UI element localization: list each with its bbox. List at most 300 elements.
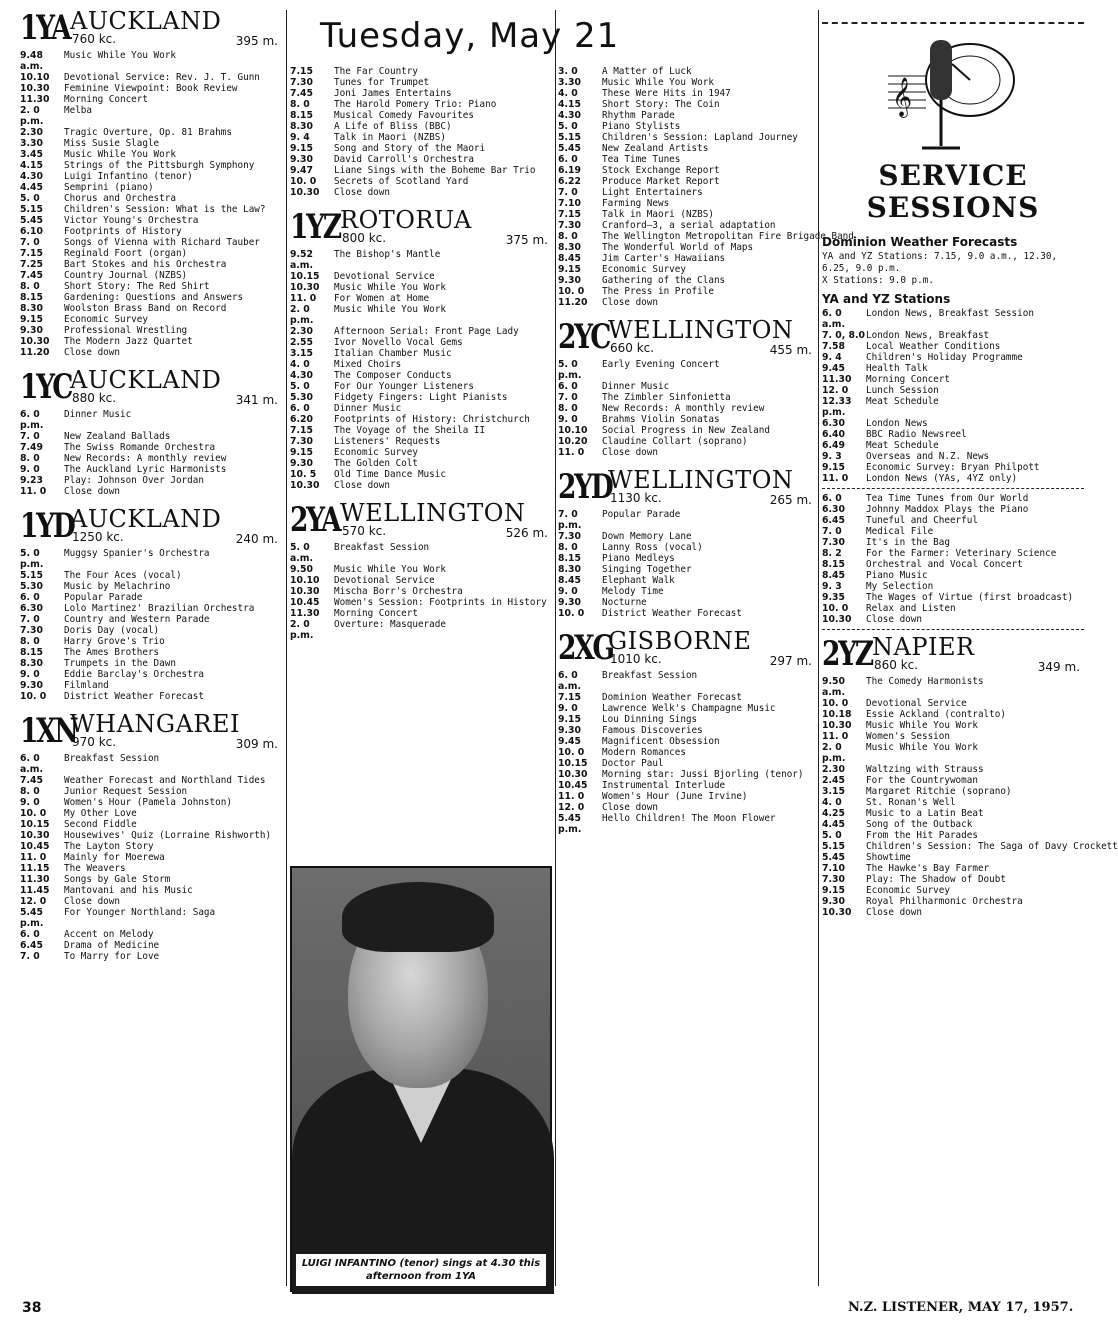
schedule-time: 9.23 — [20, 475, 43, 486]
schedule-item — [558, 692, 816, 703]
schedule-item — [20, 50, 282, 72]
schedule-item — [20, 259, 282, 270]
schedule-time: 10.30 — [290, 586, 320, 597]
schedule-programme: Margaret Ritchie (soprano) — [866, 786, 1012, 797]
schedule-time: 4.25 — [822, 808, 845, 819]
schedule-programme: The Hawke's Bay Farmer — [866, 863, 990, 874]
schedule-item — [20, 786, 282, 797]
schedule-time: 2. 0 p.m. — [20, 105, 44, 127]
schedule-time: 8.30 — [20, 303, 43, 314]
schedule-time: 7.30 — [558, 220, 581, 231]
schedule-item — [822, 885, 1084, 896]
schedule-programme: Listeners' Requests — [334, 436, 441, 447]
schedule-programme: Lunch Session — [866, 385, 939, 396]
schedule-time: 9. 0 — [20, 669, 40, 680]
schedule-time: 7.30 — [290, 436, 313, 447]
schedule-time: 7.58 — [822, 341, 845, 352]
schedule-item — [20, 72, 282, 83]
schedule-programme: Afternoon Serial: Front Page Lady — [334, 326, 519, 337]
station-frequency: 970 kc. — [72, 735, 117, 749]
schedule-time: 11.30 — [20, 94, 50, 105]
schedule-item — [290, 392, 552, 403]
station-frequency: 800 kc. — [342, 231, 387, 245]
schedule-programme: For Our Younger Listeners — [334, 381, 474, 392]
schedule-time: 8. 0 — [20, 453, 40, 464]
station-2yd — [558, 467, 816, 619]
schedule-programme: District Weather Forecast — [64, 691, 204, 702]
photo-caption: LUIGI INFANTINO (tenor) sings at 4.30 this afternoon from 1YA — [296, 1254, 546, 1286]
schedule-time: 2. 0 p.m. — [290, 619, 314, 641]
schedule-time: 9. 0 — [558, 703, 578, 714]
schedule-item — [20, 409, 282, 431]
schedule-item — [558, 802, 816, 813]
station-1yz — [290, 207, 552, 491]
schedule-item — [20, 442, 282, 453]
schedule-programme: Doctor Paul — [602, 758, 664, 769]
schedule-time: 8.15 — [20, 292, 43, 303]
schedule-programme: The Weavers — [64, 863, 126, 874]
schedule-time: 6.49 — [822, 440, 845, 451]
schedule-programme: Mischa Borr's Orchestra — [334, 586, 463, 597]
schedule-item — [20, 680, 282, 691]
station-frequency: 1010 kc. — [610, 652, 662, 666]
schedule-item — [558, 597, 816, 608]
schedule-programme: Morning Concert — [64, 94, 148, 105]
schedule-programme: The Wonderful World of Maps — [602, 242, 754, 253]
schedule-item — [558, 297, 816, 308]
schedule-item — [290, 176, 552, 187]
schedule-item — [822, 341, 1084, 352]
schedule-item — [290, 575, 552, 586]
column-rule — [555, 10, 556, 1286]
schedule-programme: Nocturne — [602, 597, 647, 608]
schedule-time: 12. 0 — [558, 802, 585, 813]
schedule-item — [290, 110, 552, 121]
schedule-programme: Housewives' Quiz (Lorraine Rishworth) — [64, 830, 272, 841]
station-call-sign: 1YA — [20, 8, 70, 48]
schedule-item — [822, 493, 1084, 504]
schedule-time: 7. 0, 8.0 — [822, 330, 865, 341]
schedule-time: 10.45 — [20, 841, 50, 852]
schedule-time: 5. 0 — [290, 381, 310, 392]
schedule-item — [822, 429, 1084, 440]
schedule-programme: Luigi Infantino (tenor) — [64, 171, 193, 182]
schedule-programme: Showtime — [866, 852, 911, 863]
schedule-programme: Liane Sings with the Boheme Bar Trio — [334, 165, 536, 176]
station-frequency: 570 kc. — [342, 524, 387, 538]
schedule-programme: Trumpets in the Dawn — [64, 658, 176, 669]
schedule-programme: Economic Survey — [866, 885, 950, 896]
schedule-item — [558, 231, 854, 242]
station-header — [558, 467, 816, 507]
schedule-item — [822, 863, 1084, 874]
schedule-programme: New Records: A monthly review — [602, 403, 765, 414]
schedule-time: 9. 3 — [822, 451, 842, 462]
schedule-time: 6.30 — [822, 504, 845, 515]
schedule-item — [20, 874, 282, 885]
schedule-programme: Children's Holiday Programme — [866, 352, 1023, 363]
schedule-time: 4. 0 — [558, 88, 578, 99]
schedule-item — [822, 537, 1084, 548]
schedule-time: 8.15 — [20, 647, 43, 658]
schedule-item — [20, 753, 282, 775]
schedule-programme: Lawrence Welk's Champagne Music — [602, 703, 776, 714]
schedule-time: 8. 0 — [20, 636, 40, 647]
schedule-item — [290, 187, 552, 198]
schedule-item — [558, 381, 816, 392]
schedule-item — [822, 548, 1084, 559]
portrait-photo — [290, 866, 552, 1292]
schedule-item — [290, 121, 552, 132]
schedule-item — [20, 592, 282, 603]
schedule-item — [290, 403, 552, 414]
schedule-time: 11. 0 — [822, 731, 849, 742]
schedule-item — [20, 658, 282, 669]
schedule-programme: Lou Dinning Sings — [602, 714, 698, 725]
schedule-time: 9. 0 — [558, 414, 578, 425]
station-2xg — [558, 628, 816, 835]
schedule-programme: Down Memory Lane — [602, 531, 692, 542]
schedule-time: 9.15 — [290, 143, 313, 154]
schedule-programme: Reginald Foort (organ) — [64, 248, 188, 259]
station-wavelength: 265 m. — [769, 493, 812, 507]
schedule-time: 9.30 — [290, 458, 313, 469]
schedule-programme: The Composer Conducts — [334, 370, 452, 381]
schedule-time: 9.15 — [558, 714, 581, 725]
schedule-item — [822, 592, 1084, 603]
schedule-programme: Footprints of History: Christchurch — [334, 414, 530, 425]
schedule-time: 12. 0 — [822, 385, 849, 396]
schedule-item — [822, 797, 1084, 808]
schedule-time: 4.45 — [822, 819, 845, 830]
schedule-programme: Relax and Listen — [866, 603, 956, 614]
service-sessions-title: SERVICE SESSIONS — [866, 159, 1040, 224]
schedule-programme: Song and Story of the Maori — [334, 143, 486, 154]
schedule-time: 10.30 — [290, 282, 320, 293]
schedule-time: 7. 0 — [558, 187, 578, 198]
schedule-item — [20, 204, 282, 215]
schedule-item — [558, 253, 816, 264]
schedule-time: 6.40 — [822, 429, 845, 440]
schedule-item — [558, 176, 816, 187]
schedule-item — [822, 570, 1084, 581]
service-sessions-logo — [822, 22, 1084, 230]
station-header — [20, 506, 282, 546]
schedule-programme: Magnificent Obsession — [602, 736, 720, 747]
schedule-item — [822, 352, 1084, 363]
schedule-time: 7. 0 — [822, 526, 842, 537]
schedule-programme: Meat Schedule — [866, 440, 939, 451]
schedule-time: 5.45 p.m. — [558, 813, 582, 835]
schedule-programme: The Swiss Romande Orchestra — [64, 442, 216, 453]
schedule-time: 3.30 — [20, 138, 43, 149]
schedule-programme: Johnny Maddox Plays the Piano — [866, 504, 1029, 515]
schedule-item — [558, 403, 816, 414]
schedule-programme: Rhythm Parade — [602, 110, 675, 121]
schedule-time: 10. 0 — [558, 286, 585, 297]
schedule-programme: Cranford—3, a serial adaptation — [602, 220, 776, 231]
schedule-item — [20, 830, 282, 841]
schedule-time: 10.30 — [558, 769, 588, 780]
schedule-item — [822, 709, 1084, 720]
station-call-sign: 1YZ — [290, 207, 340, 247]
schedule-programme: St. Ronan's Well — [866, 797, 956, 808]
schedule-time: 6. 0 a.m. — [20, 753, 44, 775]
schedule-programme: Social Progress in New Zealand — [602, 425, 770, 436]
schedule-programme: The Wellington Metropolitan Fire Brigade Band — [602, 231, 854, 242]
column-2 — [290, 66, 552, 650]
schedule-programme: Drama of Medicine — [64, 940, 160, 951]
station-header — [20, 367, 282, 407]
schedule-time: 7.15 — [290, 66, 313, 77]
schedule-item — [20, 819, 282, 830]
schedule-programme: Brahms Violin Sonatas — [602, 414, 720, 425]
schedule-time: 10.30 — [20, 830, 50, 841]
schedule-time: 10. 0 — [822, 603, 849, 614]
schedule-time: 10.30 — [290, 187, 320, 198]
schedule-item — [822, 676, 1084, 698]
schedule-item — [20, 570, 282, 581]
schedule-programme: Country and Western Parade — [64, 614, 210, 625]
schedule-time: 8. 0 — [558, 231, 578, 242]
schedule-time: 9.30 — [558, 597, 581, 608]
schedule-time: 7. 0 — [20, 431, 40, 442]
schedule-time: 12. 0 — [20, 896, 47, 907]
schedule-time: 9.45 — [558, 736, 581, 747]
schedule-time: 9.30 — [822, 896, 845, 907]
station-schedule — [558, 509, 816, 619]
schedule-item — [290, 88, 552, 99]
schedule-programme: The Four Aces (vocal) — [64, 570, 182, 581]
schedule-item — [822, 396, 1084, 418]
schedule-programme: The Voyage of the Sheila II — [334, 425, 486, 436]
schedule-time: 9.30 — [20, 325, 43, 336]
schedule-item — [558, 436, 816, 447]
schedule-programme: The Modern Jazz Quartet — [64, 336, 193, 347]
station-header — [290, 207, 552, 247]
schedule-item — [558, 359, 816, 381]
schedule-item — [558, 242, 816, 253]
schedule-time: 5.15 — [20, 570, 43, 581]
station-header — [20, 711, 282, 751]
station-schedule — [20, 753, 282, 962]
schedule-time: 8.30 — [558, 242, 581, 253]
schedule-time: 7.45 — [20, 775, 43, 786]
schedule-programme: Close down — [334, 187, 390, 198]
schedule-programme: Devotional Service — [866, 698, 967, 709]
schedule-programme: Morning Concert — [866, 374, 950, 385]
schedule-time: 3.45 — [20, 149, 43, 160]
schedule-programme: These Were Hits in 1947 — [602, 88, 731, 99]
schedule-programme: Bart Stokes and his Orchestra — [64, 259, 227, 270]
schedule-programme: Tunes for Trumpet — [334, 77, 430, 88]
schedule-item — [558, 531, 816, 542]
schedule-time: 5.45 — [20, 215, 43, 226]
schedule-item — [290, 271, 552, 282]
schedule-programme: A Life of Bliss (BBC) — [334, 121, 452, 132]
schedule-time: 9.52 a.m. — [290, 249, 314, 271]
schedule-programme: Songs by Gale Storm — [64, 874, 171, 885]
schedule-time: 5.45 — [558, 143, 581, 154]
schedule-item — [290, 469, 552, 480]
schedule-time: 11.20 — [558, 297, 588, 308]
page-number: 38 — [22, 1300, 42, 1316]
station-schedule — [290, 66, 552, 198]
schedule-item — [822, 462, 1084, 473]
schedule-item — [822, 808, 1084, 819]
schedule-time: 8. 2 — [822, 548, 842, 559]
schedule-programme: Filmland — [64, 680, 109, 691]
schedule-item — [290, 564, 552, 575]
schedule-time: 6.45 — [822, 515, 845, 526]
schedule-programme: Piano Medleys — [602, 553, 675, 564]
schedule-programme: Strings of the Pittsburgh Symphony — [64, 160, 255, 171]
schedule-item — [20, 464, 282, 475]
station-schedule — [20, 409, 282, 497]
station-call-sign: 2XG — [558, 628, 613, 668]
schedule-item — [290, 337, 552, 348]
station-wavelength: 240 m. — [235, 532, 278, 546]
schedule-item — [20, 614, 282, 625]
station-header — [558, 628, 816, 668]
schedule-programme: Health Talk — [866, 363, 928, 374]
station-city: ROTORUA — [340, 206, 472, 234]
station-schedule — [558, 670, 816, 835]
station-schedule — [20, 50, 282, 358]
schedule-time: 8. 0 — [20, 281, 40, 292]
schedule-programme: Play: The Shadow of Doubt — [866, 874, 1006, 885]
schedule-time: 10.30 — [822, 907, 852, 918]
schedule-item — [822, 603, 1084, 614]
station-continuation — [558, 66, 854, 308]
schedule-time: 10.30 — [20, 336, 50, 347]
schedule-item — [558, 414, 816, 425]
schedule-item — [290, 359, 552, 370]
schedule-time: 9. 0 — [20, 464, 40, 475]
station-city: AUCKLAND — [70, 366, 222, 394]
schedule-programme: Royal Philharmonic Orchestra — [866, 896, 1023, 907]
schedule-time: 5.45 p.m. — [20, 907, 44, 929]
schedule-time: 3. 0 — [558, 66, 578, 77]
schedule-programme: The Zimbler Sinfonietta — [602, 392, 731, 403]
schedule-programme: Second Fiddle — [64, 819, 137, 830]
schedule-time: 5.30 — [290, 392, 313, 403]
schedule-programme: For Younger Northland: Saga — [64, 907, 216, 918]
schedule-programme: Music to a Latin Beat — [866, 808, 984, 819]
schedule-item — [290, 282, 552, 293]
schedule-time: 7.30 — [822, 537, 845, 548]
schedule-time: 8. 0 — [558, 542, 578, 553]
schedule-programme: The Bishop's Mantle — [334, 249, 441, 260]
schedule-programme: The Auckland Lyric Harmonists — [64, 464, 227, 475]
station-wavelength: 375 m. — [505, 233, 548, 247]
schedule-time: 7. 0 — [20, 951, 40, 962]
schedule-item — [822, 819, 1084, 830]
schedule-time: 8.15 — [558, 553, 581, 564]
station-schedule — [558, 66, 854, 308]
station-header — [822, 634, 1084, 674]
schedule-time: 9.45 — [822, 363, 845, 374]
schedule-time: 8. 0 — [558, 403, 578, 414]
schedule-time: 7.30 — [822, 874, 845, 885]
service-schedule-evening — [822, 493, 1084, 625]
schedule-time: 11. 0 — [20, 486, 47, 497]
schedule-item — [558, 725, 816, 736]
schedule-programme: Children's Session: What is the Law? — [64, 204, 266, 215]
schedule-time: 10. 0 — [822, 698, 849, 709]
schedule-time: 12.33 p.m. — [822, 396, 852, 418]
schedule-item — [822, 526, 1084, 537]
schedule-item — [20, 581, 282, 592]
station-call-sign: 1YD — [20, 506, 74, 546]
schedule-time: 9. 0 — [20, 797, 40, 808]
schedule-programme: London News — [866, 418, 928, 429]
schedule-time: 8.15 — [822, 559, 845, 570]
schedule-time: 2. 0 p.m. — [822, 742, 846, 764]
schedule-item — [558, 425, 816, 436]
schedule-time: 10.18 — [822, 709, 852, 720]
schedule-programme: Elephant Walk — [602, 575, 675, 586]
schedule-item — [822, 786, 1084, 797]
schedule-item — [20, 270, 282, 281]
schedule-programme: Close down — [602, 297, 658, 308]
station-city: GISBORNE — [608, 627, 752, 655]
schedule-programme: Instrumental Interlude — [602, 780, 726, 791]
schedule-time: 9.15 — [822, 462, 845, 473]
schedule-programme: Claudine Collart (soprano) — [602, 436, 748, 447]
schedule-item — [290, 77, 552, 88]
schedule-item — [558, 747, 816, 758]
schedule-time: 10.20 — [558, 436, 588, 447]
schedule-programme: Melba — [64, 105, 92, 116]
schedule-time: 9.35 — [822, 592, 845, 603]
schedule-item — [20, 138, 282, 149]
schedule-programme: Play: Johnson Over Jordan — [64, 475, 204, 486]
schedule-item — [822, 775, 1084, 786]
schedule-item — [558, 736, 816, 747]
schedule-item — [20, 636, 282, 647]
schedule-time: 11. 0 — [20, 852, 47, 863]
divider — [822, 488, 1084, 489]
divider — [822, 629, 1084, 630]
schedule-time: 7.15 — [558, 692, 581, 703]
schedule-item — [558, 791, 816, 802]
schedule-item — [20, 603, 282, 614]
schedule-item — [20, 907, 282, 929]
schedule-item — [290, 597, 552, 608]
schedule-time: 5.30 — [20, 581, 43, 592]
schedule-item — [558, 99, 816, 110]
schedule-programme: For the Farmer: Veterinary Science — [866, 548, 1057, 559]
schedule-time: 7.49 — [20, 442, 43, 453]
schedule-programme: New Records: A monthly review — [64, 453, 227, 464]
station-1yc — [20, 367, 282, 497]
column-4 — [822, 234, 1118, 927]
schedule-item — [290, 458, 552, 469]
schedule-item — [20, 453, 282, 464]
schedule-time: 6. 0 — [290, 403, 310, 414]
schedule-item — [20, 951, 282, 962]
schedule-time: 4.45 — [20, 182, 43, 193]
schedule-programme: Secrets of Scotland Yard — [334, 176, 469, 187]
schedule-programme: The Layton Story — [64, 841, 154, 852]
schedule-programme: Close down — [602, 802, 658, 813]
schedule-time: 4.30 — [20, 171, 43, 182]
schedule-programme: Old Time Dance Music — [334, 469, 446, 480]
schedule-item — [20, 647, 282, 658]
schedule-time: 10.45 — [290, 597, 320, 608]
schedule-time: 10.15 — [558, 758, 588, 769]
